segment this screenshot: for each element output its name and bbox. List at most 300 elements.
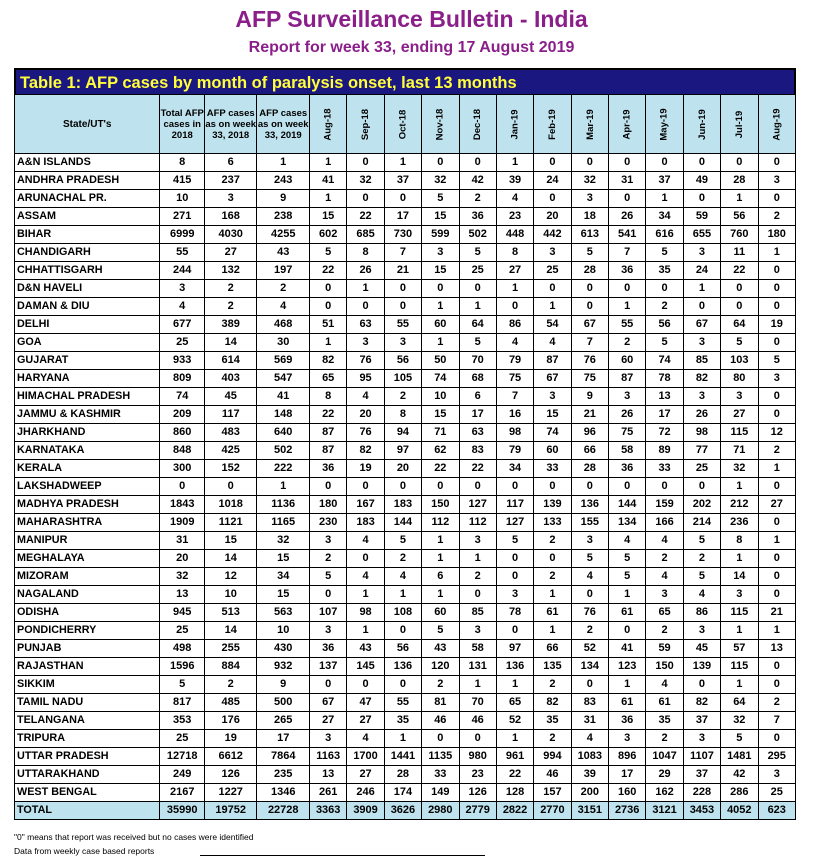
- case-count-cell: 4: [646, 568, 683, 586]
- case-count-cell: 14: [204, 334, 257, 352]
- table-row: [15, 784, 796, 802]
- case-count-cell: 0: [422, 154, 459, 172]
- case-count-cell: 168: [204, 208, 257, 226]
- state-name-cell: PUNJAB: [15, 640, 160, 658]
- case-count-cell: 3: [459, 532, 496, 550]
- case-count-cell: 32: [160, 568, 204, 586]
- table-row: [15, 370, 796, 388]
- header-label: AFP cases as on week 33, 2019: [257, 107, 309, 141]
- case-count-cell: 0: [534, 550, 571, 568]
- case-count-cell: 202: [683, 496, 720, 514]
- case-count-cell: 35: [384, 712, 421, 730]
- case-count-cell: 20: [347, 406, 384, 424]
- case-count-cell: 17: [609, 766, 646, 784]
- header-label: Jul-19: [733, 110, 745, 138]
- case-count-cell: 5: [571, 550, 608, 568]
- case-count-cell: 34: [257, 568, 310, 586]
- case-count-cell: 34: [646, 208, 683, 226]
- case-count-cell: 5: [310, 568, 347, 586]
- case-count-cell: 63: [347, 316, 384, 334]
- case-count-cell: 36: [310, 460, 347, 478]
- case-count-cell: 0: [758, 262, 796, 280]
- state-name-cell: JAMMU & KASHMIR: [15, 406, 160, 424]
- table-row: [15, 478, 796, 496]
- case-count-cell: 86: [496, 316, 533, 334]
- case-count-cell: 1136: [257, 496, 310, 514]
- case-count-cell: 180: [310, 496, 347, 514]
- table-row: [15, 334, 796, 352]
- case-count-cell: 1: [347, 280, 384, 298]
- case-count-cell: 1: [758, 532, 796, 550]
- state-name-cell: SIKKIM: [15, 676, 160, 694]
- case-count-cell: 2: [384, 550, 421, 568]
- case-count-cell: 15: [257, 586, 310, 604]
- table-row: [15, 640, 796, 658]
- case-count-cell: 35: [646, 712, 683, 730]
- state-name-cell: WEST BENGAL: [15, 784, 160, 802]
- case-count-cell: 12: [758, 424, 796, 442]
- header-label: May-19: [659, 107, 671, 141]
- case-count-cell: 3: [683, 388, 720, 406]
- case-count-cell: 1: [721, 622, 758, 640]
- total-count-cell: 2779: [459, 802, 496, 820]
- case-count-cell: 27: [347, 712, 384, 730]
- case-count-cell: 1481: [721, 748, 758, 766]
- case-count-cell: 28: [384, 766, 421, 784]
- case-count-cell: 0: [758, 514, 796, 532]
- case-count-cell: 61: [534, 604, 571, 622]
- case-count-cell: 7: [496, 388, 533, 406]
- case-count-cell: 0: [459, 730, 496, 748]
- case-count-cell: 1018: [204, 496, 257, 514]
- case-count-cell: 150: [646, 658, 683, 676]
- case-count-cell: 0: [384, 298, 421, 316]
- case-count-cell: 96: [571, 424, 608, 442]
- case-count-cell: 1: [459, 550, 496, 568]
- case-count-cell: 4255: [257, 226, 310, 244]
- case-count-cell: 57: [721, 640, 758, 658]
- table-row: [15, 550, 796, 568]
- case-count-cell: 71: [422, 424, 459, 442]
- case-count-cell: 23: [459, 766, 496, 784]
- case-count-cell: 563: [257, 604, 310, 622]
- case-count-cell: 6: [422, 568, 459, 586]
- case-count-cell: 5: [721, 334, 758, 352]
- state-name-cell: MAHARASHTRA: [15, 514, 160, 532]
- case-count-cell: 0: [384, 676, 421, 694]
- case-count-cell: 0: [310, 298, 347, 316]
- case-count-cell: 166: [646, 514, 683, 532]
- state-name-cell: MEGHALAYA: [15, 550, 160, 568]
- case-count-cell: 22: [459, 460, 496, 478]
- case-count-cell: 238: [257, 208, 310, 226]
- case-count-cell: 4: [347, 532, 384, 550]
- table-row: [15, 316, 796, 334]
- case-count-cell: 1346: [257, 784, 310, 802]
- header-label: Aug-19: [771, 107, 783, 141]
- case-count-cell: 1: [534, 586, 571, 604]
- state-name-cell: TAMIL NADU: [15, 694, 160, 712]
- case-count-cell: 848: [160, 442, 204, 460]
- case-count-cell: 65: [496, 694, 533, 712]
- case-count-cell: 2: [646, 622, 683, 640]
- case-count-cell: 933: [160, 352, 204, 370]
- case-count-cell: 126: [459, 784, 496, 802]
- state-name-cell: A&N ISLANDS: [15, 154, 160, 172]
- case-count-cell: 144: [384, 514, 421, 532]
- case-count-cell: 60: [534, 442, 571, 460]
- case-count-cell: 3: [758, 370, 796, 388]
- case-count-cell: 0: [347, 190, 384, 208]
- case-count-cell: 0: [609, 622, 646, 640]
- case-count-cell: 513: [204, 604, 257, 622]
- total-count-cell: 623: [758, 802, 796, 820]
- case-count-cell: 17: [646, 406, 683, 424]
- case-count-cell: 136: [571, 496, 608, 514]
- case-count-cell: 1: [347, 622, 384, 640]
- case-count-cell: 50: [422, 352, 459, 370]
- case-count-cell: 174: [384, 784, 421, 802]
- case-count-cell: 0: [496, 478, 533, 496]
- case-count-cell: 41: [310, 172, 347, 190]
- case-count-cell: 25: [758, 784, 796, 802]
- case-count-cell: 228: [683, 784, 720, 802]
- case-count-cell: 27: [310, 712, 347, 730]
- case-count-cell: 1: [310, 334, 347, 352]
- case-count-cell: 83: [459, 442, 496, 460]
- case-count-cell: 25: [459, 262, 496, 280]
- case-count-cell: 139: [534, 496, 571, 514]
- case-count-cell: 0: [683, 298, 720, 316]
- case-count-cell: 0: [758, 568, 796, 586]
- case-count-cell: 134: [571, 658, 608, 676]
- case-count-cell: 60: [609, 352, 646, 370]
- case-count-cell: 65: [646, 604, 683, 622]
- table-row: [15, 586, 796, 604]
- case-count-cell: 49: [683, 172, 720, 190]
- case-count-cell: 209: [160, 406, 204, 424]
- case-count-cell: 3: [571, 190, 608, 208]
- case-count-cell: 76: [571, 352, 608, 370]
- case-count-cell: 3: [758, 766, 796, 784]
- case-count-cell: 541: [609, 226, 646, 244]
- case-count-cell: 235: [257, 766, 310, 784]
- case-count-cell: 0: [204, 478, 257, 496]
- header-month: [347, 95, 384, 154]
- case-count-cell: 244: [160, 262, 204, 280]
- table-row: [15, 604, 796, 622]
- case-count-cell: 25: [534, 262, 571, 280]
- case-count-cell: 0: [347, 298, 384, 316]
- case-count-cell: 28: [571, 460, 608, 478]
- case-count-cell: 67: [683, 316, 720, 334]
- case-count-cell: 68: [459, 370, 496, 388]
- case-count-cell: 415: [160, 172, 204, 190]
- case-count-cell: 498: [160, 640, 204, 658]
- case-count-cell: 5: [422, 190, 459, 208]
- case-count-cell: 222: [257, 460, 310, 478]
- case-count-cell: 60: [422, 316, 459, 334]
- page-subtitle: Report for week 33, ending 17 August 2019: [248, 39, 575, 56]
- case-count-cell: 0: [310, 586, 347, 604]
- case-count-cell: 13: [646, 388, 683, 406]
- total-count-cell: 2770: [534, 802, 571, 820]
- header-month: [459, 95, 496, 154]
- case-count-cell: 35: [646, 262, 683, 280]
- case-count-cell: 115: [721, 424, 758, 442]
- header-month: [683, 95, 720, 154]
- state-name-cell: HARYANA: [15, 370, 160, 388]
- case-count-cell: 58: [609, 442, 646, 460]
- case-count-cell: 5: [646, 334, 683, 352]
- case-count-cell: 0: [646, 154, 683, 172]
- case-count-cell: 0: [459, 154, 496, 172]
- case-count-cell: 37: [683, 712, 720, 730]
- case-count-cell: 52: [496, 712, 533, 730]
- case-count-cell: 78: [496, 604, 533, 622]
- case-count-cell: 1: [347, 586, 384, 604]
- case-count-cell: 214: [683, 514, 720, 532]
- case-count-cell: 15: [422, 406, 459, 424]
- state-name-cell: ANDHRA PRADESH: [15, 172, 160, 190]
- case-count-cell: 160: [609, 784, 646, 802]
- case-count-cell: 83: [571, 694, 608, 712]
- case-count-cell: 61: [646, 694, 683, 712]
- header-label: State/UT's: [62, 118, 112, 130]
- case-count-cell: 108: [384, 604, 421, 622]
- header-label: Jun-19: [696, 108, 708, 140]
- case-count-cell: 2: [758, 208, 796, 226]
- case-count-cell: 0: [609, 280, 646, 298]
- case-count-cell: 43: [347, 640, 384, 658]
- case-count-cell: 148: [257, 406, 310, 424]
- case-count-cell: 5: [758, 352, 796, 370]
- case-count-cell: 4: [683, 586, 720, 604]
- case-count-cell: 448: [496, 226, 533, 244]
- case-count-cell: 3: [609, 388, 646, 406]
- state-name-cell: MADHYA PRADESH: [15, 496, 160, 514]
- case-count-cell: 0: [721, 298, 758, 316]
- case-count-cell: 26: [683, 406, 720, 424]
- case-count-cell: 155: [571, 514, 608, 532]
- case-count-cell: 6: [459, 388, 496, 406]
- table-row: [15, 172, 796, 190]
- case-count-cell: 27: [758, 496, 796, 514]
- header-label: Aug-18: [322, 107, 334, 141]
- case-count-cell: 112: [459, 514, 496, 532]
- case-count-cell: 3: [496, 586, 533, 604]
- case-count-cell: 602: [310, 226, 347, 244]
- case-count-cell: 32: [422, 172, 459, 190]
- case-count-cell: 55: [609, 316, 646, 334]
- case-count-cell: 78: [646, 370, 683, 388]
- case-count-cell: 945: [160, 604, 204, 622]
- case-count-cell: 599: [422, 226, 459, 244]
- table-title: Table 1: AFP cases by month of paralysis onset, last 13 months: [14, 68, 796, 94]
- case-count-cell: 5: [496, 532, 533, 550]
- case-count-cell: 0: [422, 478, 459, 496]
- case-count-cell: 31: [609, 172, 646, 190]
- case-count-cell: 72: [646, 424, 683, 442]
- state-name-cell: ASSAM: [15, 208, 160, 226]
- case-count-cell: 0: [534, 280, 571, 298]
- total-count-cell: 2822: [496, 802, 533, 820]
- total-count-cell: 3121: [646, 802, 683, 820]
- header-month: [571, 95, 608, 154]
- state-name-cell: LAKSHADWEEP: [15, 478, 160, 496]
- case-count-cell: 74: [534, 424, 571, 442]
- case-count-cell: 1596: [160, 658, 204, 676]
- case-count-cell: 27: [347, 766, 384, 784]
- case-count-cell: 27: [204, 244, 257, 262]
- state-name-cell: JHARKHAND: [15, 424, 160, 442]
- case-count-cell: 0: [347, 676, 384, 694]
- table-row: [15, 262, 796, 280]
- case-count-cell: 0: [571, 478, 608, 496]
- case-count-cell: 2: [571, 622, 608, 640]
- case-count-cell: 87: [609, 370, 646, 388]
- case-count-cell: 0: [609, 154, 646, 172]
- table-row: [15, 496, 796, 514]
- case-count-cell: 61: [609, 604, 646, 622]
- case-count-cell: 1: [422, 550, 459, 568]
- case-count-cell: 82: [683, 694, 720, 712]
- case-count-cell: 9: [571, 388, 608, 406]
- table-row: [15, 730, 796, 748]
- case-count-cell: 36: [459, 208, 496, 226]
- case-count-cell: 265: [257, 712, 310, 730]
- case-count-cell: 59: [683, 208, 720, 226]
- total-label-cell: TOTAL: [15, 802, 160, 820]
- case-count-cell: 149: [422, 784, 459, 802]
- case-count-cell: 295: [758, 748, 796, 766]
- case-count-cell: 11: [721, 244, 758, 262]
- case-count-cell: 4: [347, 730, 384, 748]
- total-count-cell: 3363: [310, 802, 347, 820]
- case-count-cell: 1: [496, 154, 533, 172]
- state-name-cell: KERALA: [15, 460, 160, 478]
- case-count-cell: 21: [384, 262, 421, 280]
- case-count-cell: 1: [310, 190, 347, 208]
- case-count-cell: 4: [496, 190, 533, 208]
- case-count-cell: 67: [571, 316, 608, 334]
- case-count-cell: 30: [257, 334, 310, 352]
- case-count-cell: 20: [384, 460, 421, 478]
- case-count-cell: 54: [534, 316, 571, 334]
- case-count-cell: 137: [310, 658, 347, 676]
- footnote-data-source: Data from weekly case based reports: [14, 846, 155, 856]
- case-count-cell: 0: [758, 190, 796, 208]
- case-count-cell: 5: [571, 244, 608, 262]
- case-count-cell: 884: [204, 658, 257, 676]
- case-count-cell: 261: [310, 784, 347, 802]
- case-count-cell: 75: [571, 370, 608, 388]
- total-count-cell: 3626: [384, 802, 421, 820]
- case-count-cell: 28: [721, 172, 758, 190]
- case-count-cell: 8: [496, 244, 533, 262]
- table-row: [15, 154, 796, 172]
- case-count-cell: 0: [758, 550, 796, 568]
- case-count-cell: 31: [571, 712, 608, 730]
- case-count-cell: 136: [496, 658, 533, 676]
- case-count-cell: 183: [347, 514, 384, 532]
- case-count-cell: 82: [683, 370, 720, 388]
- case-count-cell: 1: [257, 478, 310, 496]
- case-count-cell: 0: [384, 190, 421, 208]
- case-count-cell: 0: [758, 478, 796, 496]
- case-count-cell: 0: [347, 478, 384, 496]
- case-count-cell: 61: [609, 694, 646, 712]
- case-count-cell: 71: [721, 442, 758, 460]
- table-row: [15, 568, 796, 586]
- case-count-cell: 2: [683, 550, 720, 568]
- case-count-cell: 27: [721, 406, 758, 424]
- case-count-cell: 36: [609, 460, 646, 478]
- case-count-cell: 4030: [204, 226, 257, 244]
- case-count-cell: 2: [204, 280, 257, 298]
- case-count-cell: 46: [422, 712, 459, 730]
- case-count-cell: 0: [758, 406, 796, 424]
- case-count-cell: 167: [347, 496, 384, 514]
- state-name-cell: KARNATAKA: [15, 442, 160, 460]
- case-count-cell: 255: [204, 640, 257, 658]
- case-count-cell: 10: [257, 622, 310, 640]
- case-count-cell: 500: [257, 694, 310, 712]
- case-count-cell: 1: [721, 676, 758, 694]
- case-count-cell: 7: [571, 334, 608, 352]
- case-count-cell: 502: [459, 226, 496, 244]
- case-count-cell: 237: [204, 172, 257, 190]
- state-name-cell: TRIPURA: [15, 730, 160, 748]
- case-count-cell: 0: [496, 622, 533, 640]
- case-count-cell: 8: [384, 406, 421, 424]
- case-count-cell: 994: [534, 748, 571, 766]
- state-name-cell: TELANGANA: [15, 712, 160, 730]
- case-count-cell: 2: [257, 280, 310, 298]
- state-name-cell: ODISHA: [15, 604, 160, 622]
- header-label: Oct-18: [397, 109, 409, 139]
- case-count-cell: 980: [459, 748, 496, 766]
- total-count-cell: 3909: [347, 802, 384, 820]
- case-count-cell: 33: [646, 460, 683, 478]
- total-count-cell: 3151: [571, 802, 608, 820]
- case-count-cell: 246: [347, 784, 384, 802]
- case-count-cell: 0: [422, 730, 459, 748]
- table-row: [15, 442, 796, 460]
- case-count-cell: 115: [721, 604, 758, 622]
- case-count-cell: 425: [204, 442, 257, 460]
- case-count-cell: 0: [758, 154, 796, 172]
- case-count-cell: 1: [496, 730, 533, 748]
- case-count-cell: 36: [310, 640, 347, 658]
- case-count-cell: 1: [721, 190, 758, 208]
- total-count-cell: 35990: [160, 802, 204, 820]
- case-count-cell: 15: [257, 550, 310, 568]
- case-count-cell: 0: [310, 676, 347, 694]
- case-count-cell: 3: [310, 730, 347, 748]
- case-count-cell: 5: [459, 334, 496, 352]
- case-count-cell: 0: [683, 478, 720, 496]
- case-count-cell: 0: [571, 586, 608, 604]
- case-count-cell: 24: [534, 172, 571, 190]
- case-count-cell: 176: [204, 712, 257, 730]
- case-count-cell: 3: [683, 244, 720, 262]
- case-count-cell: 0: [496, 550, 533, 568]
- case-count-cell: 126: [204, 766, 257, 784]
- case-count-cell: 3: [204, 190, 257, 208]
- case-count-cell: 37: [683, 766, 720, 784]
- case-count-cell: 8: [347, 244, 384, 262]
